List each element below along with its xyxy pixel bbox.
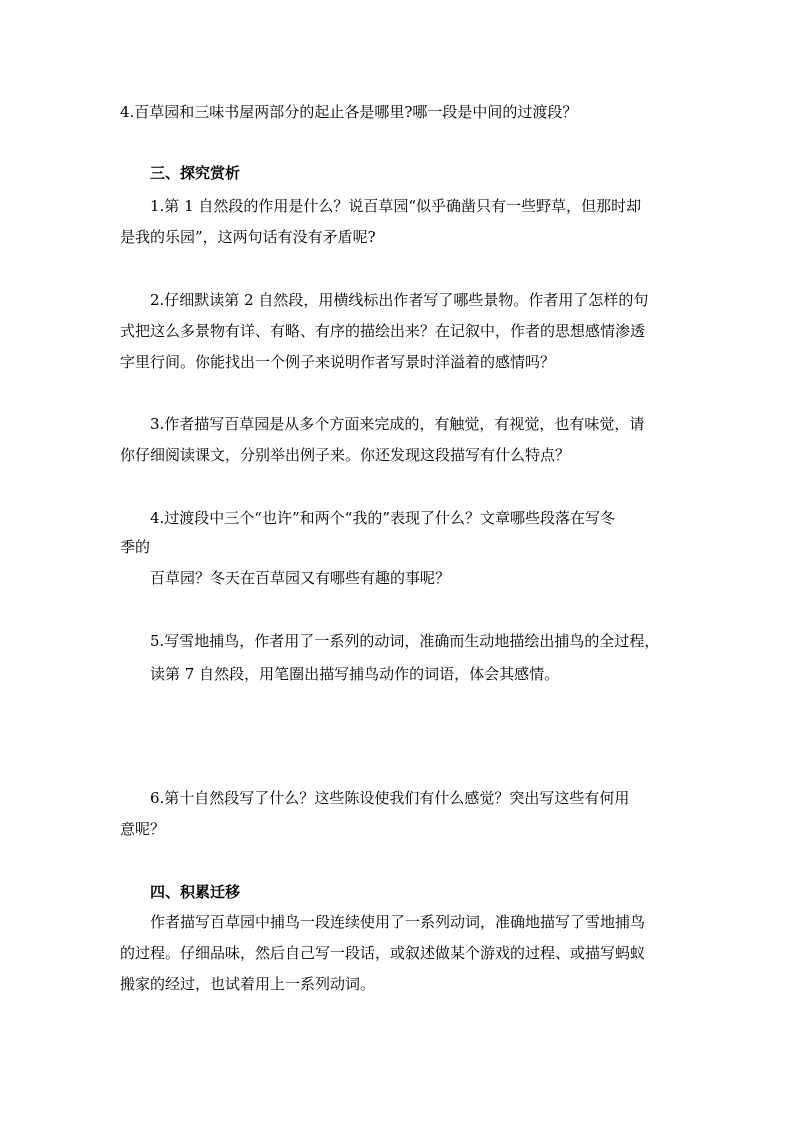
s3-q4-line2: 季的 (120, 538, 151, 556)
s4-para-line2: 的过程。仔细品味，然后自己写一段话，或叙述做某个游戏的过程、或描写蚂蚁 (120, 944, 646, 962)
s4-para-line1: 作者描写百草园中捕鸟一段连续使用了一系列动词，准确地描写了雪地捕鸟 (150, 913, 646, 931)
s3-q4-line1: 4.过渡段中三个“也许”和两个“我的”表现了什么？文章哪些段落在写冬 (150, 509, 615, 527)
s3-q3-line2: 你仔细阅读课文，分别举出例子来。你还发现这段描写有什么特点？ (120, 446, 571, 464)
s3-q1-line2: 是我的乐园”，这两句话有没有矛盾呢? (120, 228, 376, 246)
s3-q6-line2: 意呢？ (120, 820, 166, 838)
s3-q5-line1: 5.写雪地捕鸟，作者用了一系列的动词，准确而生动地描绘出捕鸟的全过程， (150, 632, 660, 650)
s3-q4-line3: 百草园？冬天在百草园又有哪些有趣的事呢？ (150, 569, 451, 587)
s3-q2-line1: 2.仔细默读第 2 自然段，用横线标出作者写了哪些景物。作者用了怎样的句 (150, 291, 649, 309)
s3-q6-line1: 6.第十自然段写了什么？这些陈设使我们有什么感觉？突出写这些有何用 (150, 789, 630, 807)
s4-para-line3: 搬家的经过，也试着用上一系列动词。 (120, 975, 376, 993)
s3-q5-line2: 读第 7 自然段，用笔圈出描写捕鸟动作的词语，体会其感情。 (150, 665, 560, 683)
s3-q3-line1: 3.作者描写百草园是从多个方面来完成的，有触觉，有视觉，也有味觉，请 (150, 415, 645, 433)
section-4-heading: 四、积累迁移 (150, 883, 241, 901)
s3-q1-line1: 1.第 1 自然段的作用是什么？说百草园“似乎确凿只有一些野草，但那时却 (150, 197, 642, 215)
s3-q2-line3: 字里行间。你能找出一个例子来说明作者写景时洋溢着的感情吗？ (120, 353, 556, 371)
section-3-heading: 三、探究赏析 (150, 164, 241, 182)
question-4-prev: 4.百草园和三味书屋两部分的起止各是哪里?哪一段是中间的过渡段？ (120, 103, 578, 121)
s3-q2-line2: 式把这么多景物有详、有略、有序的描绘出来？在记叙中，作者的思想感情渗透 (120, 322, 646, 340)
